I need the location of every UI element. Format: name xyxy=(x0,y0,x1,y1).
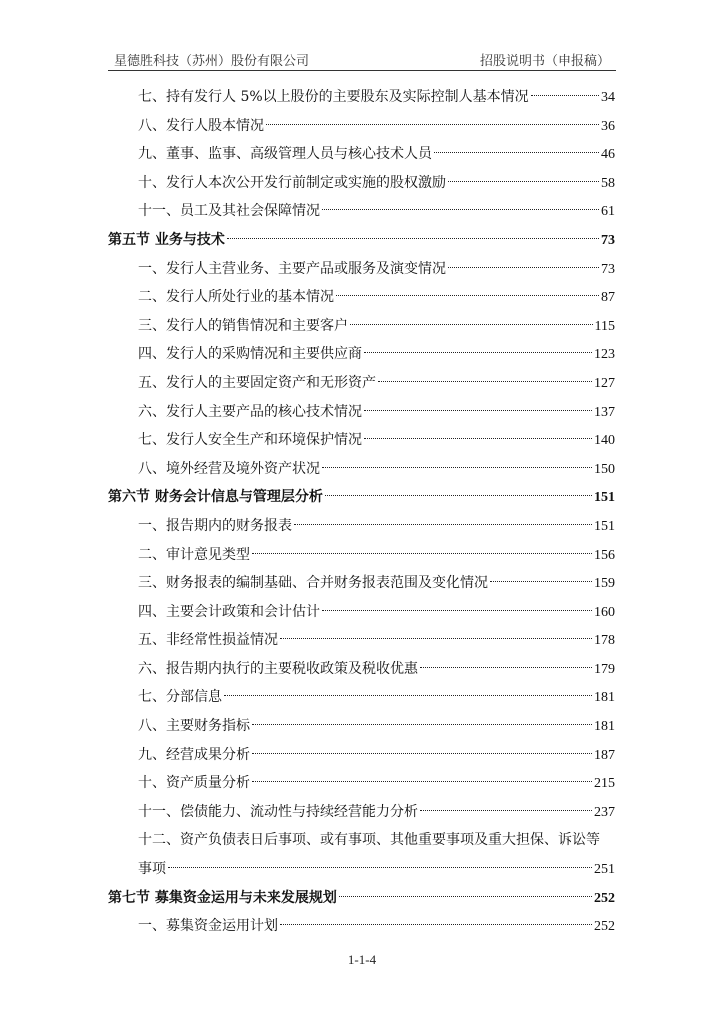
dot-leader xyxy=(420,667,592,668)
dot-leader xyxy=(339,896,592,897)
toc-page-number: 58 xyxy=(601,175,615,191)
toc-entry[interactable] xyxy=(108,312,615,341)
toc-entry-title: 一、发行人主营业务、主要产品或服务及演变情况 xyxy=(138,260,446,277)
dot-leader xyxy=(350,324,593,325)
toc-section[interactable] xyxy=(108,226,615,255)
toc-entry-title: 四、发行人的采购情况和主要供应商 xyxy=(138,346,362,363)
dot-leader xyxy=(364,438,592,439)
toc-entry-title: 八、发行人股本情况 xyxy=(138,117,264,134)
toc-entry-title: 七、持有发行人 5%以上股份的主要股东及实际控制人基本情况 xyxy=(138,89,529,105)
dot-leader xyxy=(448,181,599,182)
toc-entry[interactable] xyxy=(108,255,615,284)
toc-page-number: 178 xyxy=(594,633,615,649)
toc-entry-title: 六、报告期内执行的主要税收政策及税收优惠 xyxy=(138,660,418,677)
toc-page-number: 140 xyxy=(594,433,615,449)
toc-entry-title: 五、非经常性损益情况 xyxy=(138,632,278,649)
toc-page-number: 34 xyxy=(601,90,615,105)
dot-leader xyxy=(325,495,592,496)
toc-entry-title: 第七节 募集资金运用与未来发展规划 xyxy=(108,889,337,906)
toc-entry-title: 第五节 业务与技术 xyxy=(108,231,225,248)
toc-page-number: 151 xyxy=(594,518,615,534)
table-of-contents xyxy=(108,83,615,941)
toc-entry-title: 六、发行人主要产品的核心技术情况 xyxy=(138,403,362,420)
toc-page-number: 252 xyxy=(594,919,615,935)
toc-page-number: 156 xyxy=(594,547,615,563)
toc-entry[interactable] xyxy=(108,655,615,684)
toc-entry-title: 八、境外经营及境外资产状况 xyxy=(138,460,320,477)
toc-page-number: 73 xyxy=(601,261,615,277)
dot-leader xyxy=(378,381,592,382)
toc-page-number: 115 xyxy=(594,318,615,334)
page-number: 1-1-4 xyxy=(347,952,377,967)
header-rule xyxy=(108,70,616,71)
toc-entry[interactable] xyxy=(108,626,615,655)
toc-page-number: 61 xyxy=(601,204,615,220)
dot-leader xyxy=(252,753,592,754)
toc-entry[interactable] xyxy=(108,712,615,741)
toc-entry-title: 三、财务报表的编制基础、合并财务报表范围及变化情况 xyxy=(138,575,488,592)
toc-entry-title: 十一、偿债能力、流动性与持续经营能力分析 xyxy=(138,803,418,820)
toc-entry-title: 五、发行人的主要固定资产和无形资产 xyxy=(138,374,376,391)
toc-entry-title: 四、主要会计政策和会计估计 xyxy=(138,603,320,620)
toc-page-number: 187 xyxy=(594,747,615,763)
toc-entry[interactable] xyxy=(108,826,615,855)
company-name: 星德胜科技（苏州）股份有限公司 xyxy=(114,54,310,69)
toc-section[interactable] xyxy=(108,483,615,512)
dot-leader xyxy=(168,867,592,868)
toc-entry[interactable] xyxy=(108,569,615,598)
document-title: 招股说明书（申报稿） xyxy=(479,54,610,69)
toc-entry[interactable] xyxy=(108,340,615,369)
toc-page-number: 36 xyxy=(601,118,615,134)
dot-leader xyxy=(280,638,592,639)
toc-entry-title: 一、报告期内的财务报表 xyxy=(138,517,292,534)
dot-leader xyxy=(322,610,592,611)
toc-entry-title: 十二、资产负债表日后事项、或有事项、其他重要事项及重大担保、诉讼等 xyxy=(138,832,600,849)
toc-page-number: 159 xyxy=(594,576,615,592)
toc-entry[interactable] xyxy=(108,541,615,570)
toc-page-number: 150 xyxy=(594,461,615,477)
toc-page-number: 46 xyxy=(601,147,615,163)
toc-page-number: 123 xyxy=(594,347,615,363)
toc-entry[interactable] xyxy=(108,169,615,198)
toc-entry[interactable] xyxy=(108,855,615,884)
dot-leader xyxy=(280,924,592,925)
toc-page-number: 160 xyxy=(594,604,615,620)
toc-entry-title: 三、发行人的销售情况和主要客户 xyxy=(138,317,348,334)
toc-page-number: 127 xyxy=(594,375,615,391)
toc-page-number: 87 xyxy=(601,290,615,306)
toc-entry[interactable] xyxy=(108,769,615,798)
dot-leader xyxy=(490,581,592,582)
toc-entry[interactable] xyxy=(108,912,615,941)
toc-page-number: 237 xyxy=(594,804,615,820)
toc-entry[interactable] xyxy=(108,398,615,427)
toc-page-number: 181 xyxy=(594,719,615,735)
toc-entry[interactable] xyxy=(108,741,615,770)
dot-leader xyxy=(364,352,592,353)
toc-entry-title: 七、分部信息 xyxy=(138,689,222,706)
dot-leader xyxy=(364,410,592,411)
toc-entry-title: 八、主要财务指标 xyxy=(138,718,250,735)
toc-entry[interactable] xyxy=(108,369,615,398)
toc-entry[interactable] xyxy=(108,798,615,827)
toc-entry-title: 二、发行人所处行业的基本情况 xyxy=(138,289,334,306)
dot-leader xyxy=(336,295,599,296)
toc-entry-title: 九、经营成果分析 xyxy=(138,746,250,763)
toc-entry[interactable] xyxy=(108,598,615,627)
toc-entry[interactable] xyxy=(108,83,615,112)
toc-entry[interactable] xyxy=(108,455,615,484)
toc-entry-title: 十、资产质量分析 xyxy=(138,775,250,792)
toc-entry-title: 事项 xyxy=(138,861,166,878)
toc-entry[interactable] xyxy=(108,512,615,541)
toc-page-number: 73 xyxy=(601,232,615,248)
dot-leader xyxy=(252,724,592,725)
toc-entry-title: 二、审计意见类型 xyxy=(138,546,250,563)
toc-page-number: 137 xyxy=(594,404,615,420)
dot-leader xyxy=(266,124,599,125)
dot-leader xyxy=(322,209,599,210)
toc-entry-title: 十、发行人本次公开发行前制定或实施的股权激励 xyxy=(138,174,446,191)
toc-entry[interactable] xyxy=(108,683,615,712)
toc-entry[interactable] xyxy=(108,283,615,312)
toc-section[interactable] xyxy=(108,884,615,913)
dot-leader xyxy=(322,467,592,468)
toc-entry[interactable] xyxy=(108,112,615,141)
dot-leader xyxy=(227,238,599,239)
dot-leader xyxy=(252,553,592,554)
toc-page-number: 179 xyxy=(594,661,615,677)
toc-entry[interactable] xyxy=(108,426,615,455)
toc-entry[interactable] xyxy=(108,197,615,226)
dot-leader xyxy=(448,267,599,268)
page-header xyxy=(108,50,616,70)
dot-leader xyxy=(531,95,599,96)
toc-entry-title: 第六节 财务会计信息与管理层分析 xyxy=(108,489,323,506)
dot-leader xyxy=(224,695,592,696)
toc-page-number: 251 xyxy=(594,862,615,878)
toc-page-number: 252 xyxy=(594,890,615,906)
toc-page-number: 215 xyxy=(594,776,615,792)
toc-entry-title: 九、董事、监事、高级管理人员与核心技术人员 xyxy=(138,146,432,163)
dot-leader xyxy=(252,781,592,782)
toc-entry-title: 一、募集资金运用计划 xyxy=(138,918,278,935)
dot-leader xyxy=(420,810,592,811)
dot-leader xyxy=(434,152,599,153)
toc-page-number: 181 xyxy=(594,690,615,706)
toc-entry-title: 七、发行人安全生产和环境保护情况 xyxy=(138,432,362,449)
dot-leader xyxy=(294,524,592,525)
toc-entry[interactable] xyxy=(108,140,615,169)
toc-entry-title: 十一、员工及其社会保障情况 xyxy=(138,203,320,220)
toc-page-number: 151 xyxy=(594,490,615,506)
